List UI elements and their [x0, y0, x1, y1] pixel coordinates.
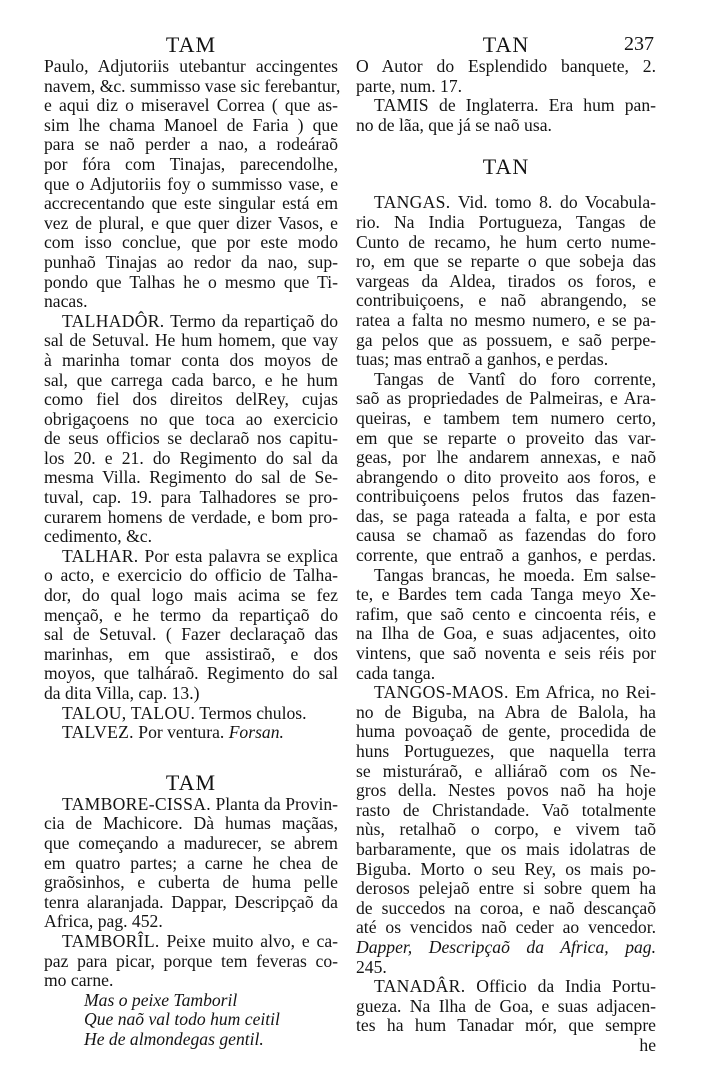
- text-line: tes ha hum Tanadar mór, que sempre: [356, 1015, 656, 1036]
- section-header-tan: TAN: [482, 154, 530, 180]
- headword: TALVEZ.: [62, 722, 134, 743]
- entry-talou: [44, 704, 338, 724]
- entry-tamis: [356, 96, 656, 135]
- text-line: sal de Setuval. ( Fazer declaraçaõ das: [44, 624, 338, 645]
- text-line: vintens, que saõ noventa e seis réis por: [356, 643, 656, 664]
- text-line: Paulo, Adjutoriis utebantur accingentes: [44, 56, 338, 76]
- text-line: por fóra com Tinajas, parecendolhe,: [44, 153, 338, 174]
- text-line: dor, do qual logo mais acima se fez: [44, 585, 338, 606]
- text-line: punhaõ Tinajas ao redor da nao, sup-: [44, 251, 338, 272]
- text-line: sal de Setuval. He hum homem, que vay: [44, 330, 338, 351]
- text-line: como fiel dos direitos delRey, cujas: [44, 389, 338, 410]
- text-line: cia de Machicore. Dà humas maçãas,: [44, 813, 338, 834]
- text-line: sim lhe chama Manoel de Faria ) que: [44, 114, 338, 135]
- definition: Por ventura.: [138, 722, 225, 743]
- text-line: moyos, que talháraõ. Regimento do sal: [44, 663, 338, 684]
- text-line: mo carne.: [44, 970, 114, 991]
- text-line: o acto, e exercicio do officio de Talha-: [44, 565, 338, 586]
- text-line: de succedos na coroa, e naõ descançaõ: [356, 897, 656, 918]
- text-line: Cunto de recamo, he hum certo nume-: [356, 231, 656, 252]
- text-line: em que se reparte o proveito das var-: [356, 427, 656, 448]
- text-line: te, e Bardes tem cada Tanga meyo Xe-: [356, 584, 656, 605]
- text-line: gueza. Na Ilha de Goa, e suas adjacen-: [356, 995, 656, 1016]
- text-line: geas, por lhe andarem annexas, e naõ: [356, 447, 656, 468]
- text-line: de Inglaterra. Era hum pan-: [439, 95, 656, 116]
- text-line: Em Africa, no Rei-: [515, 682, 656, 703]
- running-header-left: TAM: [165, 32, 217, 57]
- text-line: causa se chamaõ as fazendas do foro: [356, 525, 656, 546]
- text-line: cedimento, &c.: [44, 526, 152, 547]
- text-line: Vid. tomo 8. do Vocabula-: [457, 192, 656, 213]
- text-line: paz para picar, porque tem feveras co-: [44, 950, 338, 971]
- text-line: contribuiçoens, e naõ abrangendo, se: [356, 290, 656, 311]
- running-header-right: TAN: [482, 32, 530, 57]
- entry-continuation: [356, 57, 656, 96]
- headword: TAMBORE-CISSA.: [62, 793, 211, 814]
- text-line: nùs, retalhaõ o corpo, e vivem taõ: [356, 819, 656, 840]
- citation-line: Dapper, Descripçaõ da Africa, pag.: [356, 936, 656, 957]
- headword: TANADÂR.: [374, 976, 466, 997]
- text-line: contribuiçoens pelos frutos das fazen-: [356, 486, 656, 507]
- text-line: Por esta palavra se explica: [144, 545, 338, 566]
- text-line: na Ilha de Goa, e suas adjacentes, oito: [356, 623, 656, 644]
- text-line: O Autor do Esplendido banquete, 2.: [356, 56, 656, 76]
- text-line: corrente, que entraõ a ganhos, e perdas.: [356, 545, 656, 566]
- text-line: rafim, que saõ cento e cincoenta réis, e: [356, 603, 656, 624]
- left-column: [44, 32, 341, 1050]
- text-line: 245.: [356, 956, 387, 977]
- headword: TANGOS-MAOS.: [374, 682, 509, 703]
- entry-tangas: [356, 193, 656, 369]
- paragraph-tangas-brancas: [356, 566, 656, 684]
- text-line: em quatro partes; a carne he chea de: [44, 852, 338, 873]
- text-line: no de lãa, que já se naõ usa.: [356, 114, 552, 135]
- text-line: de seus officios se declaraõ nos capitu-: [44, 428, 338, 449]
- text-line: à marinha tomar conta dos moyos de: [44, 349, 338, 370]
- text-line: navem, &c. summisso vase sic ferebantur,: [44, 75, 341, 96]
- text-line: com isso conclue, que por este modo: [44, 232, 338, 253]
- text-line: marinhas, em que assistiraõ, e dos: [44, 643, 338, 664]
- paragraph-tangas-vanti: [356, 370, 656, 566]
- text-line: barbaramente, que os mais idolatras de: [356, 838, 656, 859]
- text-line: vez de plural, e que quer dizer Vasos, e: [44, 212, 338, 233]
- text-line: Peixe muito alvo, e ca-: [166, 930, 338, 951]
- text-line: mençaõ, e he termo da repartiçaõ do: [44, 604, 338, 625]
- text-line: tenra alaranjada. Dappar, Descripçaõ da: [44, 891, 338, 912]
- entry-continuation: [44, 56, 341, 312]
- text-line: sal, que carrega cada barco, e he hum: [44, 369, 338, 390]
- headword: TAMBORÎL.: [62, 930, 160, 951]
- text-line: huma povoaçaõ de gente, procedida de: [356, 721, 656, 742]
- text-line: da dita Villa, cap. 13.): [44, 683, 200, 703]
- verse-line: Que naõ val todo hum ceitil: [84, 1009, 280, 1030]
- headword: TANGAS.: [374, 192, 451, 213]
- text-line: tuas; mas entraõ a ganhos, e perdas.: [356, 349, 609, 370]
- text-line: ratea a falta no mesmo numero, e se pa-: [356, 309, 656, 330]
- text-line: que o Adjutoriis foy o summisso vase, e: [44, 173, 338, 194]
- text-line: das, se paga rateada a falta, e por esta: [356, 505, 656, 526]
- entry-tangos-maos: [356, 683, 656, 977]
- right-column: [356, 33, 656, 1056]
- verse-line: Mas o peixe Tamboril: [84, 989, 238, 1010]
- text-line: até os vencidos naõ ceder ao vencedor.: [356, 917, 656, 938]
- text-line: que começando a madurecer, se abrem: [44, 832, 338, 853]
- text-line: vargeas da Aldea, tirados os foros, e: [356, 270, 656, 291]
- headword: TALHADÔR.: [62, 310, 165, 331]
- text-line: Tangas de Vantî do foro corrente,: [374, 368, 656, 389]
- section-header-tam: TAM: [165, 769, 217, 795]
- text-line: se misturáraõ, e alliáraõ com os Ne-: [356, 760, 656, 781]
- catchword: he: [639, 1034, 656, 1055]
- text-line: Tangas brancas, he moeda. Em salse-: [374, 564, 656, 585]
- entry-talvez: [44, 723, 338, 743]
- headword: TALOU, TALOU.: [62, 702, 196, 723]
- text-line: ga pelos que as possuem, e saõ perpe-: [356, 329, 656, 350]
- text-line: los 20. e 21. do Regimento do sal da: [44, 447, 338, 468]
- text-line: graõsinhos, e cuberta de huma pelle: [44, 872, 338, 893]
- entry-tanadar: [356, 977, 656, 1055]
- definition: Termos chulos.: [199, 702, 307, 723]
- text-line: Africa, pag. 452.: [44, 911, 163, 932]
- text-line: e aqui diz o miseravel Correa ( que as-: [44, 95, 338, 116]
- entry-talhar: [44, 547, 338, 704]
- text-line: mesma Villa. Regimento do sal de Se-: [44, 467, 338, 488]
- text-line: saõ as propriedades de Palmeiras, e Ara-: [356, 388, 656, 409]
- text-line: tuval, cap. 19. para Talhadores se pro-: [44, 487, 338, 508]
- text-line: ro, em que se reparte o que sobeja das: [356, 251, 656, 272]
- text-line: Officio da India Portu-: [476, 976, 656, 997]
- page-number: 237: [624, 33, 654, 55]
- latin-equivalent: Forsan.: [228, 722, 284, 743]
- text-line: Biguba. Morto o seu Rey, os mais po-: [356, 858, 656, 879]
- text-line: Planta da Provin-: [215, 793, 338, 814]
- entry-talhador: [44, 312, 338, 547]
- text-line: rio. Na India Portugueza, Tangas de: [356, 211, 656, 232]
- text-line: queiras, e tambem tem numero certo,: [356, 407, 656, 428]
- text-line: abrangendo o dito proveito aos foros, e: [356, 466, 656, 487]
- headword: TALHAR.: [62, 545, 139, 566]
- text-line: rasto de Christandade. Vaõ totalmente: [356, 799, 656, 820]
- text-line: no de Biguba, na Abra de Balola, ha: [356, 701, 656, 722]
- headword: TAMIS: [374, 95, 429, 116]
- text-line: pondo que Talhas he o mesmo que Ti-: [44, 271, 338, 292]
- text-line: gros della. Nestes povos naõ ha hoje: [356, 780, 656, 801]
- text-line: Termo da repartiçaõ do: [170, 310, 338, 331]
- text-line: cada tanga.: [356, 662, 436, 683]
- text-line: parte, num. 17.: [356, 75, 463, 96]
- text-line: obrigaçoens no que toca ao exercicio: [44, 408, 338, 429]
- verse-line: He de almondegas gentil.: [84, 1028, 264, 1049]
- text-line: curarem homens de verdade, e bom pro-: [44, 506, 338, 527]
- entry-tamboril: [44, 932, 338, 1050]
- text-line: accrecentando que este singular está em: [44, 193, 338, 214]
- text-line: derosos pelejaõ entre si sobre quem ha: [356, 878, 656, 899]
- entry-tambore-cissa: [44, 795, 338, 932]
- text-line: para se naõ perder a nao, a rodeáraõ: [44, 134, 338, 155]
- text-line: huns Portuguezes, que naquella terra: [356, 741, 656, 761]
- text-line: nacas.: [44, 291, 88, 312]
